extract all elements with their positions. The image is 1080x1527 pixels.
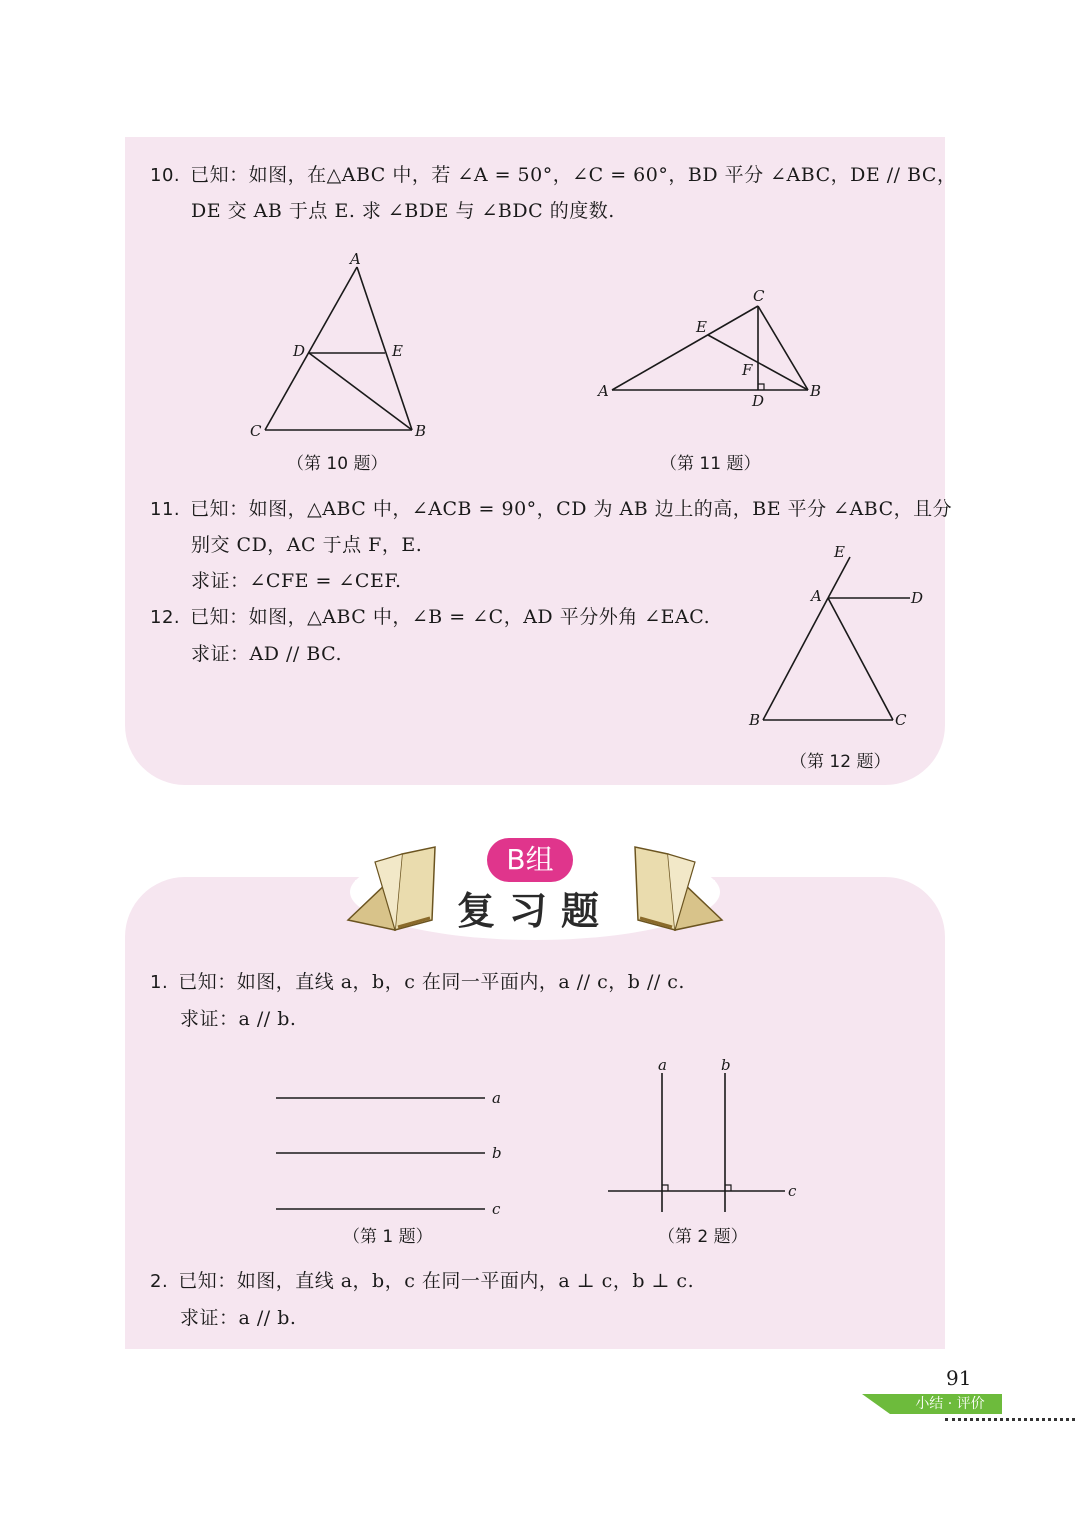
fig12-label-d: D — [911, 589, 924, 607]
q10-number: 10. — [150, 165, 181, 186]
q12-number: 12. — [150, 607, 181, 628]
page-number: 91 — [946, 1366, 972, 1390]
group-b-badge: B组 — [487, 838, 573, 882]
figure-b2 — [600, 1055, 810, 1215]
q11-line2: 别交 CD，AC 于点 F，E. — [191, 534, 423, 556]
b-q1-line2: 求证：a // b. — [180, 1008, 297, 1030]
fig10-label-a: A — [350, 250, 361, 268]
b-q1-number: 1. — [150, 972, 169, 993]
q10-line2: DE 交 AB 于点 E. 求 ∠BDE 与 ∠BDC 的度数. — [191, 200, 615, 222]
b-q2-line1 — [150, 1263, 694, 1300]
fig12-caption: （第 12 题） — [790, 752, 891, 772]
fig11-label-c: C — [753, 287, 765, 305]
fig-b1-label-b: b — [492, 1144, 502, 1162]
dotted-rule — [945, 1418, 1075, 1421]
fig11-label-f: F — [742, 361, 753, 379]
fig12-label-a: A — [811, 587, 822, 605]
fig-b2-label-b: b — [721, 1056, 731, 1074]
fig11-label-b: B — [810, 382, 822, 400]
q12-text-1: 已知：如图，△ABC 中，∠B = ∠C，AD 平分外角 ∠EAC. — [190, 606, 711, 628]
q11-number: 11. — [150, 499, 181, 520]
fig12-label-c: C — [895, 711, 907, 729]
fig11-label-e: E — [696, 318, 707, 336]
q11-line1 — [150, 491, 952, 528]
fig12-label-e: E — [834, 543, 845, 561]
q12-line1 — [150, 599, 710, 636]
fig-b2-label-c: c — [788, 1182, 797, 1200]
figure-b1 — [270, 1085, 510, 1220]
section-label: 小结 · 评价 — [915, 1396, 985, 1412]
fig10-label-b: B — [415, 422, 427, 440]
fig10-caption: （第 10 题） — [287, 454, 388, 474]
fig10-label-d: D — [293, 342, 306, 360]
figure-11 — [590, 280, 830, 410]
fig10-label-c: C — [250, 422, 262, 440]
b-q2-line2: 求证：a // b. — [180, 1307, 297, 1329]
b-q1-text-1: 已知：如图，直线 a，b，c 在同一平面内，a // c，b // c. — [178, 971, 685, 993]
b-q1-line1 — [150, 964, 685, 1001]
q11-line3: 求证：∠CFE = ∠CEF. — [191, 570, 402, 592]
fig11-label-a: A — [598, 382, 609, 400]
review-title: 复习题 — [456, 889, 613, 933]
fig-b1-label-c: c — [492, 1200, 501, 1218]
b-q2-number: 2. — [150, 1271, 169, 1292]
b-q2-text-1: 已知：如图，直线 a，b，c 在同一平面内，a ⊥ c，b ⊥ c. — [178, 1270, 695, 1292]
fig11-caption: （第 11 题） — [660, 454, 761, 474]
figure-12 — [745, 540, 935, 740]
fig11-label-d: D — [752, 392, 765, 410]
q10-text-1: 已知：如图，在△ABC 中，若 ∠A = 50°，∠C = 60°，BD 平分 ∠ABC，DE // BC， — [190, 164, 957, 186]
q11-text-1: 已知：如图，△ABC 中，∠ACB = 90°，CD 为 AB 边上的高，BE 平分 ∠ABC，且分 — [190, 498, 953, 520]
fig-b1-label-a: a — [492, 1089, 501, 1107]
fig12-label-b: B — [749, 711, 761, 729]
q12-line2: 求证：AD // BC. — [191, 643, 343, 665]
fig-b1-caption: （第 1 题） — [343, 1227, 433, 1247]
figure-10 — [240, 245, 440, 445]
fig10-label-e: E — [392, 342, 403, 360]
q10-line1 — [150, 157, 956, 194]
fig-b2-label-a: a — [658, 1056, 667, 1074]
fig-b2-caption: （第 2 题） — [658, 1227, 748, 1247]
